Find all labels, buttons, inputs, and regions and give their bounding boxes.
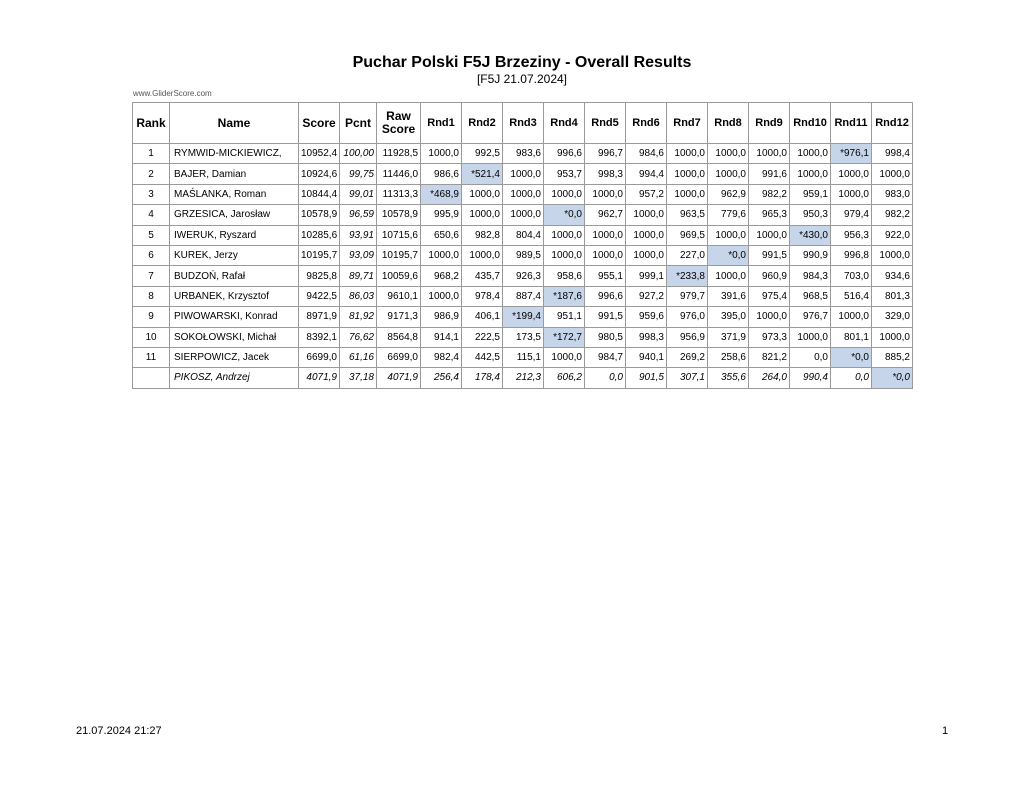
page-number: 1 [942, 725, 949, 737]
name-cell: KUREK, Jerzy [170, 245, 299, 265]
round-score-cell: 914,1 [421, 327, 462, 347]
round-score-cell: 1000,0 [503, 205, 544, 225]
table-row [133, 184, 913, 204]
page-title: Puchar Polski F5J Brzeziny - Overall Results [352, 54, 692, 71]
round-score-cell: 996,7 [585, 144, 626, 164]
results-table [132, 102, 913, 389]
round-score-cell: 959,1 [790, 184, 831, 204]
raw-score-cell: 4071,9 [377, 368, 421, 388]
column-header-round: Rnd11 [831, 103, 872, 144]
column-header-round: Rnd7 [667, 103, 708, 144]
column-header-raw-score: Raw Score [377, 103, 421, 144]
score-cell: 8392,1 [299, 327, 340, 347]
column-header-round: Rnd3 [503, 103, 544, 144]
round-score-cell: 1000,0 [831, 307, 872, 327]
round-score-cell: 821,2 [749, 347, 790, 367]
pcnt-cell: 100,00 [340, 144, 377, 164]
raw-score-cell: 10715,6 [377, 225, 421, 245]
round-score-cell: 958,6 [544, 266, 585, 286]
round-score-cell: 1000,0 [626, 205, 667, 225]
round-score-cell: 956,9 [667, 327, 708, 347]
raw-score-cell: 11446,0 [377, 164, 421, 184]
round-score-cell: 976,7 [790, 307, 831, 327]
round-score-cell: 1000,0 [421, 144, 462, 164]
round-score-cell: *0,0 [544, 205, 585, 225]
round-score-cell: *233,8 [667, 266, 708, 286]
table-row [133, 225, 913, 245]
round-score-cell: 1000,0 [544, 225, 585, 245]
results-body [133, 144, 913, 389]
round-score-cell: 998,3 [585, 164, 626, 184]
column-header-round: Rnd5 [585, 103, 626, 144]
round-score-cell: 1000,0 [872, 164, 913, 184]
round-score-cell: 990,4 [790, 368, 831, 388]
round-score-cell: 307,1 [667, 368, 708, 388]
round-score-cell: 1000,0 [831, 164, 872, 184]
round-score-cell: 371,9 [708, 327, 749, 347]
round-score-cell: 973,3 [749, 327, 790, 347]
round-score-cell: 442,5 [462, 347, 503, 367]
round-score-cell: 982,2 [749, 184, 790, 204]
round-score-cell: 264,0 [749, 368, 790, 388]
round-score-cell: 516,4 [831, 286, 872, 306]
round-score-cell: 1000,0 [462, 184, 503, 204]
round-score-cell: 391,6 [708, 286, 749, 306]
name-cell: RYMWID-MICKIEWICZ, [170, 144, 299, 164]
round-score-cell: 995,9 [421, 205, 462, 225]
round-score-cell: 329,0 [872, 307, 913, 327]
name-cell: IWERUK, Ryszard [170, 225, 299, 245]
column-header-round: Rnd4 [544, 103, 585, 144]
round-score-cell: 178,4 [462, 368, 503, 388]
round-score-cell: 1000,0 [585, 225, 626, 245]
name-cell: MAŚLANKA, Roman [170, 184, 299, 204]
column-header-round: Rnd8 [708, 103, 749, 144]
round-score-cell: 982,8 [462, 225, 503, 245]
round-score-cell: 962,7 [585, 205, 626, 225]
round-score-cell: 1000,0 [462, 245, 503, 265]
round-score-cell: *0,0 [831, 347, 872, 367]
round-score-cell: 1000,0 [708, 266, 749, 286]
raw-score-cell: 10059,6 [377, 266, 421, 286]
site-label: www.GliderScore.com [133, 89, 212, 98]
round-score-cell: *172,7 [544, 327, 585, 347]
round-score-cell: 984,7 [585, 347, 626, 367]
column-header-round: Rnd12 [872, 103, 913, 144]
table-row [133, 327, 913, 347]
column-header-round: Rnd1 [421, 103, 462, 144]
round-score-cell: 606,2 [544, 368, 585, 388]
round-score-cell: 173,5 [503, 327, 544, 347]
column-header-round: Rnd9 [749, 103, 790, 144]
round-score-cell: 1000,0 [667, 184, 708, 204]
round-score-cell: 969,5 [667, 225, 708, 245]
name-cell: GRZESICA, Jarosław [170, 205, 299, 225]
round-score-cell: *199,4 [503, 307, 544, 327]
round-score-cell: 955,1 [585, 266, 626, 286]
round-score-cell: 1000,0 [626, 225, 667, 245]
score-cell: 10844,4 [299, 184, 340, 204]
round-score-cell: 1000,0 [585, 184, 626, 204]
raw-score-cell: 10578,9 [377, 205, 421, 225]
round-score-cell: 960,9 [749, 266, 790, 286]
round-score-cell: 976,0 [667, 307, 708, 327]
round-score-cell: 1000,0 [831, 184, 872, 204]
raw-score-cell: 9610,1 [377, 286, 421, 306]
column-header-round: Rnd6 [626, 103, 667, 144]
score-cell: 10924,6 [299, 164, 340, 184]
round-score-cell: 1000,0 [667, 164, 708, 184]
score-cell: 4071,9 [299, 368, 340, 388]
round-score-cell: 1000,0 [708, 144, 749, 164]
round-score-cell: 269,2 [667, 347, 708, 367]
rank-cell [133, 368, 170, 388]
table-row [133, 307, 913, 327]
column-header-name: Name [170, 103, 299, 144]
round-score-cell: *187,6 [544, 286, 585, 306]
score-cell: 10195,7 [299, 245, 340, 265]
score-cell: 9422,5 [299, 286, 340, 306]
column-header-score: Score [299, 103, 340, 144]
round-score-cell: 115,1 [503, 347, 544, 367]
score-cell: 6699,0 [299, 347, 340, 367]
pcnt-cell: 37,18 [340, 368, 377, 388]
round-score-cell: *0,0 [708, 245, 749, 265]
round-score-cell: 804,4 [503, 225, 544, 245]
footer-datetime: 21.07.2024 21:27 [76, 725, 162, 737]
round-score-cell: 986,9 [421, 307, 462, 327]
round-score-cell: 1000,0 [503, 184, 544, 204]
round-score-cell: 1000,0 [626, 245, 667, 265]
column-header-round: Rnd10 [790, 103, 831, 144]
round-score-cell: 999,1 [626, 266, 667, 286]
round-score-cell: 1000,0 [749, 307, 790, 327]
table-row [133, 245, 913, 265]
round-score-cell: 0,0 [585, 368, 626, 388]
round-score-cell: *468,9 [421, 184, 462, 204]
pcnt-cell: 96,59 [340, 205, 377, 225]
round-score-cell: 1000,0 [790, 327, 831, 347]
name-cell: SOKOŁOWSKI, Michał [170, 327, 299, 347]
round-score-cell: 1000,0 [790, 144, 831, 164]
header-row [133, 103, 913, 144]
column-header-rank: Rank [133, 103, 170, 144]
round-score-cell: 1000,0 [708, 225, 749, 245]
table-row [133, 368, 913, 388]
round-score-cell: 1000,0 [421, 245, 462, 265]
round-score-cell: 395,0 [708, 307, 749, 327]
round-score-cell: 256,4 [421, 368, 462, 388]
round-score-cell: 986,6 [421, 164, 462, 184]
rank-cell: 6 [133, 245, 170, 265]
raw-score-cell: 8564,8 [377, 327, 421, 347]
pcnt-cell: 93,09 [340, 245, 377, 265]
score-cell: 10285,6 [299, 225, 340, 245]
round-score-cell: 885,2 [872, 347, 913, 367]
round-score-cell: 355,6 [708, 368, 749, 388]
round-score-cell: 968,5 [790, 286, 831, 306]
round-score-cell: *521,4 [462, 164, 503, 184]
round-score-cell: 963,5 [667, 205, 708, 225]
round-score-cell: 258,6 [708, 347, 749, 367]
round-score-cell: 1000,0 [544, 184, 585, 204]
round-score-cell: 979,4 [831, 205, 872, 225]
name-cell: SIERPOWICZ, Jacek [170, 347, 299, 367]
score-cell: 10578,9 [299, 205, 340, 225]
rank-cell: 4 [133, 205, 170, 225]
pcnt-cell: 99,75 [340, 164, 377, 184]
round-score-cell: 957,2 [626, 184, 667, 204]
rank-cell: 1 [133, 144, 170, 164]
name-cell: BUDZOŃ, Rafał [170, 266, 299, 286]
table-row [133, 347, 913, 367]
raw-score-cell: 11928,5 [377, 144, 421, 164]
round-score-cell: 982,2 [872, 205, 913, 225]
round-score-cell: 801,3 [872, 286, 913, 306]
rank-cell: 8 [133, 286, 170, 306]
round-score-cell: 650,6 [421, 225, 462, 245]
round-score-cell: 1000,0 [503, 164, 544, 184]
round-score-cell: 965,3 [749, 205, 790, 225]
pcnt-cell: 93,91 [340, 225, 377, 245]
round-score-cell: 951,1 [544, 307, 585, 327]
round-score-cell: 1000,0 [667, 144, 708, 164]
round-score-cell: 992,5 [462, 144, 503, 164]
round-score-cell: 996,6 [544, 144, 585, 164]
round-score-cell: 950,3 [790, 205, 831, 225]
pcnt-cell: 76,62 [340, 327, 377, 347]
round-score-cell: 996,8 [831, 245, 872, 265]
rank-cell: 7 [133, 266, 170, 286]
score-cell: 8971,9 [299, 307, 340, 327]
round-score-cell: 922,0 [872, 225, 913, 245]
rank-cell: 9 [133, 307, 170, 327]
name-cell: PIKOSZ, Andrzej [170, 368, 299, 388]
round-score-cell: 968,2 [421, 266, 462, 286]
round-score-cell: 222,5 [462, 327, 503, 347]
round-score-cell: 982,4 [421, 347, 462, 367]
table-row [133, 266, 913, 286]
round-score-cell: 975,4 [749, 286, 790, 306]
round-score-cell: 1000,0 [544, 245, 585, 265]
round-score-cell: 779,6 [708, 205, 749, 225]
pcnt-cell: 99,01 [340, 184, 377, 204]
round-score-cell: 959,6 [626, 307, 667, 327]
round-score-cell: 962,9 [708, 184, 749, 204]
score-cell: 9825,8 [299, 266, 340, 286]
round-score-cell: 998,3 [626, 327, 667, 347]
round-score-cell: 978,4 [462, 286, 503, 306]
round-score-cell: 1000,0 [462, 205, 503, 225]
round-score-cell: 406,1 [462, 307, 503, 327]
round-score-cell: 983,0 [872, 184, 913, 204]
name-cell: PIWOWARSKI, Konrad [170, 307, 299, 327]
rank-cell: 2 [133, 164, 170, 184]
column-header-pcnt: Pcnt [340, 103, 377, 144]
round-score-cell: 1000,0 [585, 245, 626, 265]
table-row [133, 144, 913, 164]
round-score-cell: 940,1 [626, 347, 667, 367]
round-score-cell: 1000,0 [749, 225, 790, 245]
round-score-cell: 990,9 [790, 245, 831, 265]
round-score-cell: 227,0 [667, 245, 708, 265]
round-score-cell: 0,0 [831, 368, 872, 388]
round-score-cell: 1000,0 [790, 164, 831, 184]
rank-cell: 3 [133, 184, 170, 204]
round-score-cell: 979,7 [667, 286, 708, 306]
round-score-cell: 991,6 [749, 164, 790, 184]
round-score-cell: 953,7 [544, 164, 585, 184]
round-score-cell: 983,6 [503, 144, 544, 164]
round-score-cell: 980,5 [585, 327, 626, 347]
round-score-cell: 927,2 [626, 286, 667, 306]
round-score-cell: *430,0 [790, 225, 831, 245]
rank-cell: 5 [133, 225, 170, 245]
pcnt-cell: 89,71 [340, 266, 377, 286]
pcnt-cell: 61,16 [340, 347, 377, 367]
round-score-cell: 956,3 [831, 225, 872, 245]
raw-score-cell: 10195,7 [377, 245, 421, 265]
round-score-cell: *0,0 [872, 368, 913, 388]
round-score-cell: 801,1 [831, 327, 872, 347]
round-score-cell: 1000,0 [708, 164, 749, 184]
pcnt-cell: 86,03 [340, 286, 377, 306]
round-score-cell: 994,4 [626, 164, 667, 184]
round-score-cell: 984,6 [626, 144, 667, 164]
raw-score-cell: 6699,0 [377, 347, 421, 367]
round-score-cell: 926,3 [503, 266, 544, 286]
round-score-cell: 0,0 [790, 347, 831, 367]
round-score-cell: 1000,0 [544, 347, 585, 367]
rank-cell: 10 [133, 327, 170, 347]
round-score-cell: 1000,0 [749, 144, 790, 164]
round-score-cell: *976,1 [831, 144, 872, 164]
round-score-cell: 934,6 [872, 266, 913, 286]
score-cell: 10952,4 [299, 144, 340, 164]
round-score-cell: 991,5 [749, 245, 790, 265]
table-row [133, 164, 913, 184]
round-score-cell: 996,6 [585, 286, 626, 306]
round-score-cell: 901,5 [626, 368, 667, 388]
raw-score-cell: 11313,3 [377, 184, 421, 204]
table-row [133, 286, 913, 306]
pcnt-cell: 81,92 [340, 307, 377, 327]
column-header-round: Rnd2 [462, 103, 503, 144]
round-score-cell: 1000,0 [872, 245, 913, 265]
round-score-cell: 989,5 [503, 245, 544, 265]
round-score-cell: 1000,0 [421, 286, 462, 306]
round-score-cell: 212,3 [503, 368, 544, 388]
round-score-cell: 887,4 [503, 286, 544, 306]
round-score-cell: 703,0 [831, 266, 872, 286]
round-score-cell: 435,7 [462, 266, 503, 286]
round-score-cell: 998,4 [872, 144, 913, 164]
round-score-cell: 1000,0 [872, 327, 913, 347]
table-row [133, 205, 913, 225]
round-score-cell: 984,3 [790, 266, 831, 286]
name-cell: URBANEK, Krzysztof [170, 286, 299, 306]
event-subtitle: [F5J 21.07.2024] [476, 72, 568, 86]
raw-score-cell: 9171,3 [377, 307, 421, 327]
name-cell: BAJER, Damian [170, 164, 299, 184]
round-score-cell: 991,5 [585, 307, 626, 327]
rank-cell: 11 [133, 347, 170, 367]
